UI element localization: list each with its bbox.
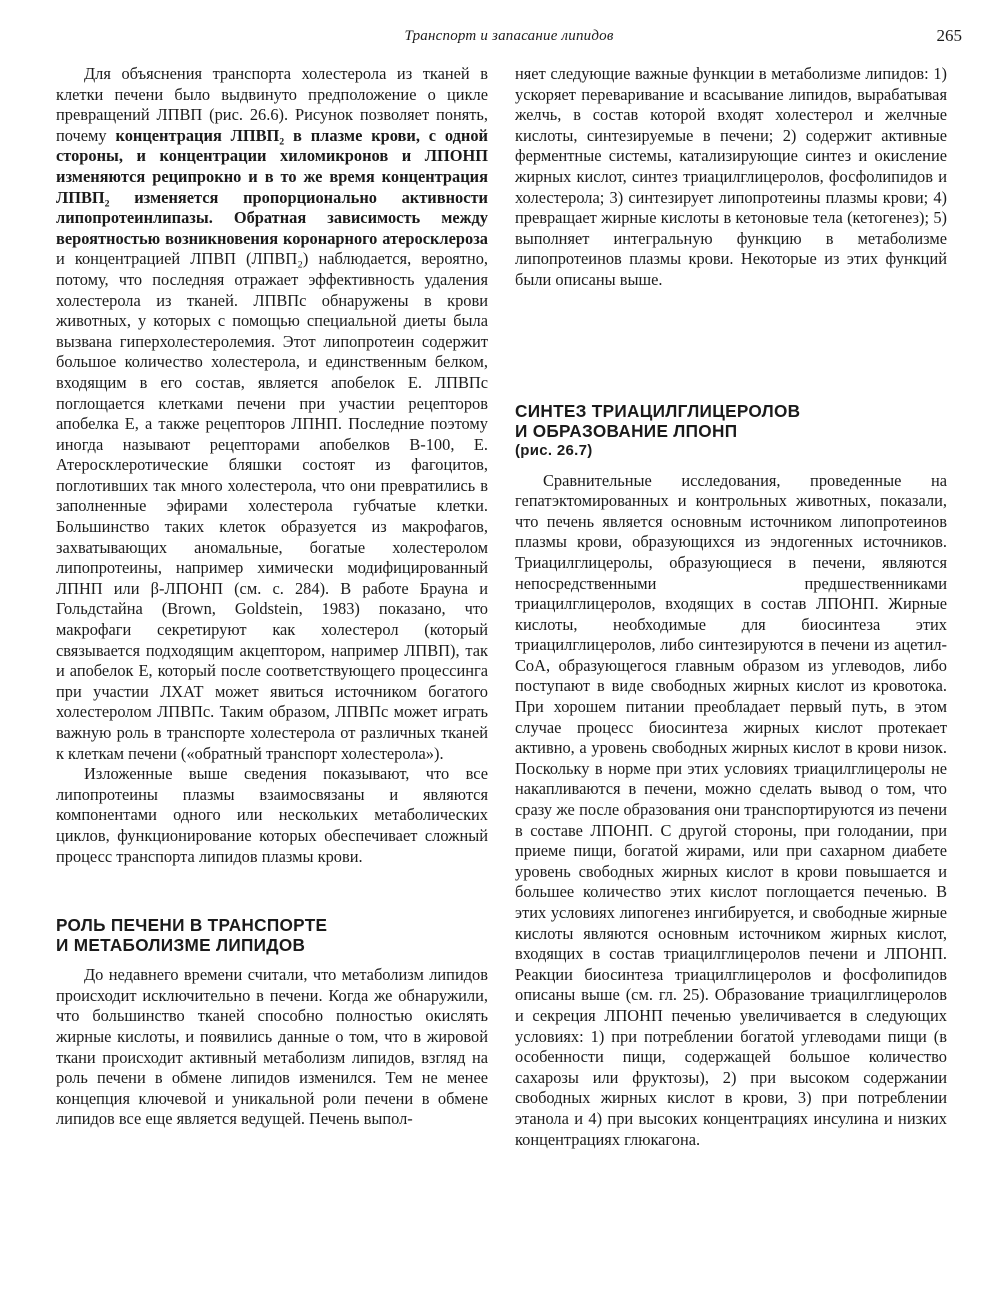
left-column (56, 64, 488, 1130)
heading-line: РОЛЬ ПЕЧЕНИ В ТРАНСПОРТЕ (56, 915, 328, 936)
heading-line: И МЕТАБОЛИЗМЕ ЛИПИДОВ (56, 935, 306, 956)
paragraph-text: и концентрацией ЛПВП (ЛПВП₂) наблюдается, вероятно, потому, что последняя отражает эффективность удаления холестерола из тканей. ЛПВПс обнаружены в крови животных, у которых с помощью специальной диеты была вызвана гиперхолестеролемия. Этот липопротеин содержит большое количество холестерола, и единственным белком, входящим в его состав, является апобелок Е. ЛПВПс поглощается клетками печени при участии рецепторов апобелка Е, а также рецепторов ЛПНП. Последние поэтому иногда называют рецепторами апобелков В-100, Е. Атеросклеротические бляшки состоят из фагоцитов, поглотивших так много холестерола, что они превратились в заполненные эфирами холестерола губчатые клетки. Большинство таких клеток образуется из макрофагов, захватывающих аномальные, богатые холестеролом липопротеины, например химически модифицированный ЛПНП или β-ЛПОНП (см. с. 284). В работе Брауна и Гольдстайна (Brown, Goldstein, 1983) показано, что макрофаги секретируют как холестерол (который связывается подходящим акцептором, например ЛПВП), так и апобелок Е, который после соответствующего процессинга при участии ЛХАТ может явиться источником богатого холестеролом ЛПВПс. Таким образом, ЛПВПс может играть важную роль в транспорте холестерола от различных тканей к клеткам печени («обратный транспорт холестерола»). (56, 249, 488, 763)
heading-figure-ref: (рис. 26.7) (515, 441, 593, 459)
paragraph-lipoprotein-cycles: Изложенные выше сведения показывают, что все липопротеины плазмы взаимосвязаны и являются компонентами одного или нескольких метаболических циклов, функционирование которых обеспечивает сложный процесс транспорта липидов плазмы крови. (56, 764, 488, 866)
heading-line: И ОБРАЗОВАНИЕ ЛПОНП (515, 420, 738, 441)
bold-passage: концентрация ЛПВП₂ в плазме крови, с одной стороны, и концентрации хиломикронов и ЛПОНП изменяются реципрокно и в то же время концентрация ЛПВП₂ изменяется пропорционально активности липопротеинлипазы. Обратная зависимость между вероятностью возникновения коронарного атеросклероза (56, 125, 488, 248)
paragraph-liver-metabolism: До недавнего времени считали, что метаболизм липидов происходит исключительно в печени. Когда же обнаружили, что большинство тканей способно полностью окислять жирные кислоты, и появились данные о том, что в жировой ткани происходит активный метаболизм липидов, взгляд на роль печени в обмене липидов изменился. Тем не менее концепция ключевой и уникальной роли печени в обмене липидов все еще является ведущей. Печень выпол- (56, 965, 488, 1129)
right-column (515, 64, 947, 1150)
page-number: 265 (936, 26, 962, 45)
paragraph-text: Для объяснения транспорта холестерола из тканей в клетки печени было выдвинуто предположение о цикле превращений ЛПВП (рис. 26.6). Рисунок позволяет понять, почему (56, 64, 488, 145)
paragraph-liver-functions: няет следующие важные функции в метаболизме липидов: 1) ускоряет переваривание и всасывание липидов, вырабатывая желчь, в состав которой входят холестерол и желчные кислоты, синтезируемые в печени; 2) содержит активные ферментные системы, катализирующие синтез и окисление жирных кислот, синтез триацилглицеролов, фосфолипидов и холестерола; 3) синтезирует липопротеины плазмы крови; 4) превращает жирные кислоты в кетоновые тела (кетогенез); 5) выполняет интегральную функцию в метаболизме липопротеинов плазмы крови. Некоторые из этих функций были описаны выше. (515, 64, 947, 289)
page-header (56, 24, 962, 52)
section-heading-liver-role (56, 915, 488, 955)
heading-line: СИНТЕЗ ТРИАЦИЛГЛИЦЕРОЛОВ (515, 400, 801, 421)
section-heading-tag-synthesis (515, 401, 947, 461)
running-title: Транспорт и запасание липидов (404, 28, 614, 44)
paragraph-hdl-transport (56, 64, 488, 764)
paragraph-vldl-formation: Сравнительные исследования, проведенные на гепатэктомированных и контрольных животных, показали, что печень является основным источником липопротеинов плазмы крови, образующихся из эндогенных источников. Триацилглицеролы, образующиеся в печени, являются непосредственными предшественниками триацилглицеролов, входящих в состав ЛПОНП. Жирные кислоты, необходимые для биосинтеза этих триацилглицеролов, либо синтезируются в печени из ацетил-СоА, образующегося главным образом из углеводов, либо поступают в виде свободных жирных кислот из кровотока. При хорошем питании преобладает первый путь, в этом случае процесс биосинтеза жирных кислот протекает активно, а уровень свободных жирных кислот в крови низок. Поскольку в норме при этих условиях триацилглицеролы не накапливаются в печени, можно сделать вывод о том, что сразу же после образования они транспортируются из печени в составе ЛПОНП. С другой стороны, при голодании, при приеме пищи, богатой жирами, или при сахарном диабете уровень свободных жирных кислот в крови повышается и большее количество этих кислот поглощается печенью. В этих условиях липогенез ингибируется, и свободные жирные кислоты являются основным источником жирных кислот, входящих в состав триацилглицеролов печени и ЛПОНП. Реакции биосинтеза триацилглицеролов и фосфолипидов описаны выше (см. гл. 25). Образование триацилглицеролов и секреция ЛПОНП печенью увеличивается в следующих условиях: 1) при потреблении богатой углеводами пищи (в особенности пищи, содержащей большое количество сахарозы или фруктозы), 2) при высоком содержании свободных жирных кислот в крови, 3) при потреблении этанола и 4) при высоких концентрациях инсулина и низких концентрациях глюкагона. (515, 470, 947, 1149)
